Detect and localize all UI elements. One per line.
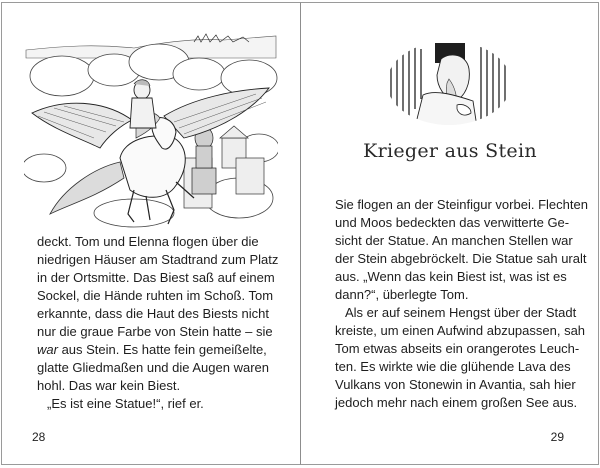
right-page-text [335,196,588,412]
emphasized-word: war [37,342,58,357]
text-line: niedrigen Häuser am Stadtrand zum Platz [37,252,279,267]
text-line: jedoch mehr nach einem großen See aus. [335,395,578,410]
text-line: in der Ortsmitte. Das Biest saß auf einem [37,270,275,285]
text-line: glatte Gliedmaßen und die Augen waren [37,360,269,375]
page-number-right: 29 [550,430,564,444]
left-page-text [37,233,277,413]
text-line: „Es ist eine Statue!“, rief er. [47,396,204,411]
text-line-rest: aus Stein. Es hatte fein gemeißelte, [57,342,267,357]
text-line: aus. „Wenn das kein Biest ist, was ist es [335,269,567,284]
text-line: Sockel, die Hände ruhten im Schoß. Tom [37,288,274,303]
page-number-left: 28 [32,430,46,444]
text-line: ten. Es wirkte wie die glühende Lava des [335,359,571,374]
text-line: Tom etwas abseits ein orangerotes Leuch- [335,341,580,356]
text-line: nur die graue Farbe von Stein hatte – sie [37,324,273,339]
text-line: dann?“, überlegte Tom. [335,287,469,302]
text-line: sicht der Statue. An manchen Stellen war [335,233,573,248]
chapter-title: Krieger aus Stein [363,140,537,162]
text-line: Sie flogen an der Steinfigur vorbei. Flechten [335,197,588,212]
text-line: kreiste, um einen Aufwind abzupassen, sah [335,323,586,338]
text-line: der Stein abgebröckelt. Die Statue sah uralt [335,251,587,266]
left-page [1,2,301,465]
old-man-vignette-illustration [385,39,513,127]
text-line: und Moos bedeckten das verwitterte Ge- [335,215,570,230]
pegasus-illustration [24,28,278,228]
text-line [37,341,277,359]
right-page [301,2,599,465]
text-line: erkannte, dass die Haut des Biests nicht [37,306,269,321]
text-line: Als er auf seinem Hengst über der Stadt [345,305,577,320]
text-line: hohl. Das war kein Biest. [37,378,181,393]
text-line: deckt. Tom und Elenna flogen über die [37,234,259,249]
text-line: Vulkans von Stonewin in Avantia, sah hier [335,377,576,392]
